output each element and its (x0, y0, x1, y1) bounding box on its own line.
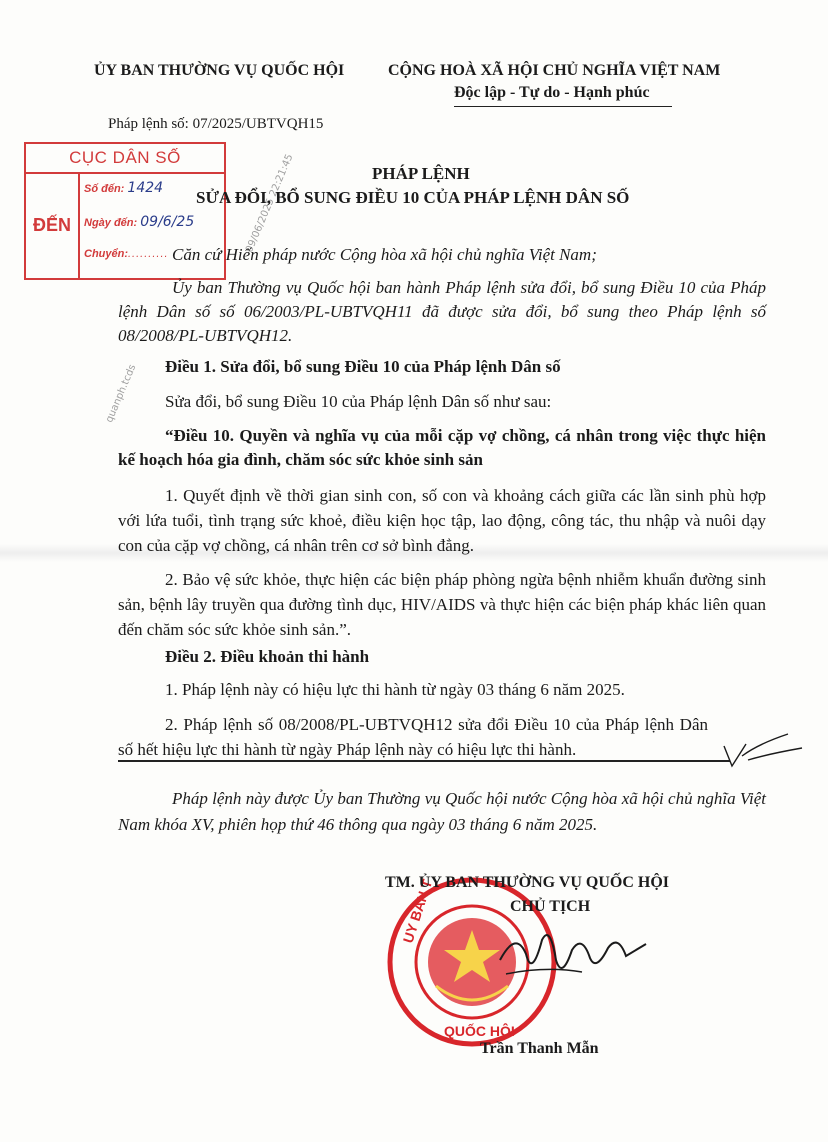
stamp-den-label: ĐẾN (26, 172, 80, 278)
seal-text-left: UY BAN T (399, 877, 436, 945)
signatory-name: Trần Thanh Mẫn (480, 1040, 599, 1057)
stamp-ngay-den-row (84, 214, 194, 230)
seal-text-bottom: QUỐC HỘI (444, 1023, 515, 1039)
article1-heading: Điều 1. Sửa đổi, bổ sung Điều 10 của Pháp lệnh Dân số (165, 357, 561, 376)
article10-clause1: 1. Quyết định về thời gian sinh con, số con và khoảng cách giữa các lần sinh phù hợp với lứa tuổi, tình trạng sức khoẻ, điều kiện học tập, lao động, công tác, thu nhập và nuôi dạy con của cặp vợ chồng, cá nhân trên cơ sở bình đẳng. (118, 486, 766, 555)
end-rule (118, 760, 730, 762)
so-den-value: 1424 (127, 180, 164, 196)
chuyen-label: Chuyển: (84, 248, 128, 260)
signature-title: TM. ỦY BAN THƯỜNG VỤ QUỐC HỘI (385, 874, 670, 891)
preamble-issuance: Ủy ban Thường vụ Quốc hội ban hành Pháp lệnh sửa đổi, bổ sung Điều 10 của Pháp lệnh Dân số số 06/2003/PL-UBTVQH11 đã được sửa đổi, bổ sung theo Pháp lệnh số 08/2008/PL-UBTVQH12. (118, 278, 766, 345)
stamp-so-den-row (84, 180, 163, 196)
doc-number: Pháp lệnh số: 07/2025/UBTVQH15 (108, 116, 324, 132)
article10-clause2: 2. Bảo vệ sức khỏe, thực hiện các biện pháp phòng ngừa bệnh nhiễm khuẩn đường sinh sản, bệnh lây truyền qua đường tình dục, HIV/AIDS và thực hiện các biện pháp khác liên quan đến chăm sóc sức khỏe sinh sản.”. (118, 570, 766, 639)
handwritten-signature (486, 920, 656, 990)
signature-position: CHỦ TỊCH (510, 898, 591, 915)
article2-clause1: 1. Pháp lệnh này có hiệu lực thi hành từ ngày 03 tháng 6 năm 2025. (165, 680, 625, 699)
motto-underline (454, 106, 672, 107)
so-den-label: Số đến: (84, 183, 125, 195)
watermark-user: quanph.tcds (104, 362, 139, 425)
title-line1: PHÁP LỆNH (372, 164, 470, 183)
title-line2: SỬA ĐỔI, BỔ SUNG ĐIỀU 10 CỦA PHÁP LỆNH DÂN SỐ (196, 188, 630, 207)
watermark-timestamp: 09/06/2025 22:21:45 (244, 152, 296, 255)
closing-paragraph: Pháp lệnh này được Ủy ban Thường vụ Quốc hội nước Cộng hòa xã hội chủ nghĩa Việt Nam khóa XV, phiên họp thứ 46 thông qua ngày 03 tháng 6 năm 2025. (118, 789, 766, 834)
ngay-den-value: 09/6/25 (140, 214, 195, 230)
stamp-org-name: CỤC DÂN SỐ (26, 144, 224, 174)
article1-intro: Sửa đổi, bổ sung Điều 10 của Pháp lệnh Dân số như sau: (165, 392, 552, 411)
ngay-den-label: Ngày đến: (84, 217, 138, 229)
country-name: CỘNG HOÀ XÃ HỘI CHỦ NGHĨA VIỆT NAM (388, 62, 721, 79)
preamble-constitution: Căn cứ Hiến pháp nước Cộng hòa xã hội chủ nghĩa Việt Nam; (172, 245, 597, 264)
stamp-chuyen-row: Chuyển:.......... (84, 248, 169, 260)
initial-mark (718, 730, 808, 770)
article2-clause2: 2. Pháp lệnh số 08/2008/PL-UBTVQH12 sửa đổi Điều 10 của Pháp lệnh Dân số hết hiệu lực thi hành từ ngày Pháp lệnh này có hiệu lực thi hành. (118, 715, 708, 759)
article2-heading: Điều 2. Điều khoản thi hành (165, 647, 370, 666)
article10-heading: “Điều 10. Quyền và nghĩa vụ của mỗi cặp vợ chồng, cá nhân trong việc thực hiện kế hoạch hóa gia đình, chăm sóc sức khỏe sinh sản (118, 426, 766, 469)
agency-name: ỦY BAN THƯỜNG VỤ QUỐC HỘI (94, 62, 345, 79)
national-motto: Độc lập - Tự do - Hạnh phúc (454, 84, 650, 101)
